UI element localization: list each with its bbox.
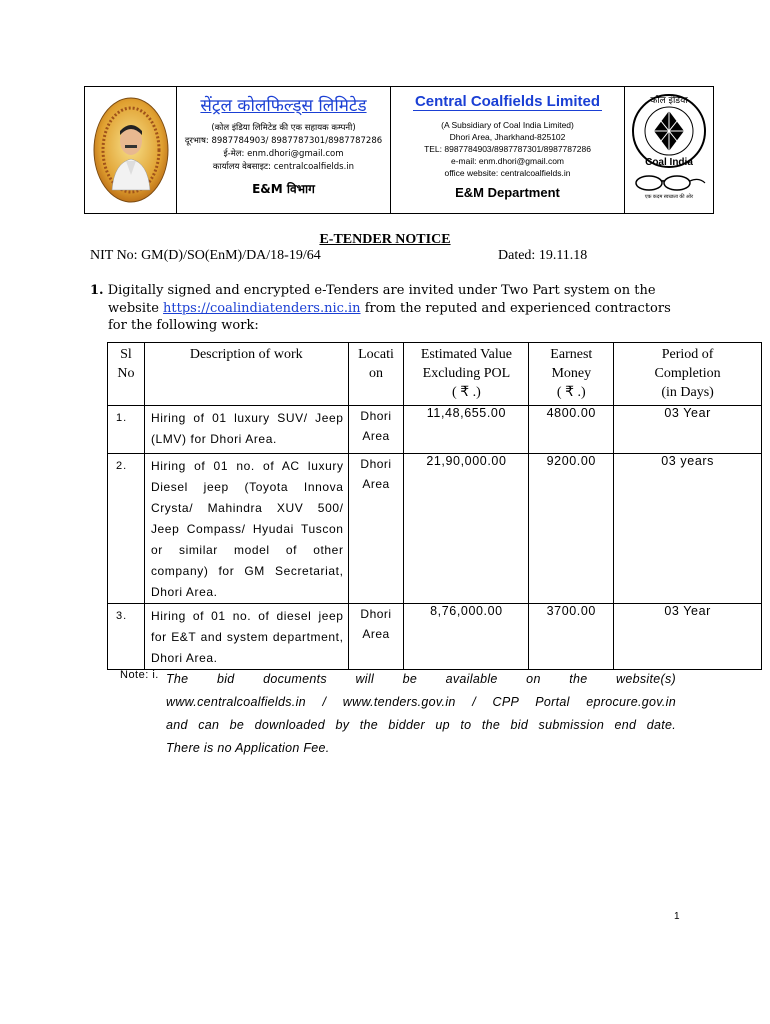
row-description: Hiring of 01 no. of diesel jeep for E&T and system department, Dhori Area. [144, 604, 348, 670]
hindi-subtitle: (कोल इंडिया लिमिटेड की एक सहायक कम्पनी) [211, 123, 356, 133]
founder-portrait [85, 87, 177, 213]
english-company-name: Central Coalfields Limited [414, 93, 601, 110]
row-completion-period: 03 Year [614, 406, 762, 454]
coal-india-logo [628, 89, 710, 173]
row-estimated-value: 11,48,655.00 [404, 406, 529, 454]
header-earnest-money: Earnest Money ( ₹ .) [529, 343, 614, 406]
row-earnest-money: 4800.00 [529, 406, 614, 454]
logo-text-english: Coal India [645, 157, 693, 168]
notice-title: E-TENDER NOTICE [319, 232, 451, 247]
row-location: Dhori Area [348, 406, 404, 454]
notice-date: Dated: 19.11.18 [498, 248, 588, 263]
header-completion-period: Period of Completion (in Days) [614, 343, 762, 406]
row-sl: 3. [108, 604, 145, 670]
row-earnest-money: 9200.00 [529, 454, 614, 604]
coal-india-logo-panel [625, 87, 713, 213]
paragraph-line-1: Digitally signed and encrypted e-Tenders are invited under Two Part system on the [107, 283, 656, 298]
header-sl-no: Sl No [108, 343, 145, 406]
logo-text-hindi: कोल इंडिया [650, 96, 688, 106]
note-line-2: www.centralcoalfields.in / www.tenders.gov.in / CPP Portal eprocure.gov.in [166, 695, 676, 709]
works-table [107, 342, 762, 670]
table-row [108, 454, 762, 604]
nit-number: NIT No: GM(D)/SO(EnM)/DA/18-19/64 [90, 248, 321, 263]
english-department: E&M Department [455, 185, 560, 200]
english-phone: TEL: 8987784903/8987787301/8987787286 [424, 144, 591, 154]
row-location: Dhori Area [348, 604, 404, 670]
table-row [108, 406, 762, 454]
row-sl: 1. [108, 406, 145, 454]
letterhead [84, 86, 714, 214]
tender-portal-link[interactable]: https://coalindiatenders.nic.in [163, 300, 361, 316]
portrait-image [92, 95, 170, 205]
english-subtitle: (A Subsidiary of Coal India Limited) [441, 120, 574, 130]
header-description: Description of work [144, 343, 348, 406]
row-completion-period: 03 years [614, 454, 762, 604]
paragraph-line-2-end: from the reputed and experienced contractors [360, 300, 671, 316]
english-website: office website: centralcoalfields.in [444, 168, 571, 178]
hindi-company-name: सेंट्रल कोलफिल्ड्स लिमिटेड [200, 96, 367, 116]
row-location: Dhori Area [348, 454, 404, 604]
paragraph-line-2-start: website [108, 300, 164, 316]
row-description: Hiring of 01 luxury SUV/ Jeep (LMV) for Dhori Area. [144, 406, 348, 454]
paragraph-number: 1. [90, 283, 104, 298]
note-label: Note: i. [120, 669, 159, 681]
row-description: Hiring of 01 no. of AC luxury Diesel jeep (Toyota Innova Crysta/ Mahindra XUV 500/ Jeep Compass/ Hyudai Tuscon or similar model of other company) for GM Secretariat, Dhori Area. [144, 454, 348, 604]
table-header-row [108, 343, 762, 406]
paragraph-line-3: for the following work: [108, 318, 259, 333]
note-line-1: The bid documents will be available on the website(s) [166, 672, 676, 686]
hindi-website: कार्यालय वेबसाइट: centralcoalfields.in [212, 162, 355, 172]
letterhead-english [391, 87, 625, 213]
table-row [108, 604, 762, 670]
hindi-department: E&M विभाग [252, 182, 315, 196]
header-estimated-value: Estimated Value Excluding POL ( ₹ .) [404, 343, 529, 406]
header-location: Locati on [348, 343, 404, 406]
row-estimated-value: 21,90,000.00 [404, 454, 529, 604]
english-email: e-mail: enm.dhori@gmail.com [450, 156, 565, 166]
swachh-bharat-spectacles-icon [629, 173, 709, 193]
row-estimated-value: 8,76,000.00 [404, 604, 529, 670]
note-line-3: and can be downloaded by the bidder up to the bid submission end date. [166, 718, 676, 732]
tender-invitation-paragraph [90, 282, 710, 335]
paragraph-line-2 [90, 300, 710, 318]
swachh-bharat-tagline: एक कदम स्वच्छता की ओर [644, 194, 694, 200]
english-address: Dhori Area, Jharkhand-825102 [449, 132, 566, 142]
note-body [166, 668, 676, 760]
hindi-email: ई-मेल: enm.dhori@gmail.com [223, 149, 344, 159]
row-completion-period: 03 Year [614, 604, 762, 670]
row-earnest-money: 3700.00 [529, 604, 614, 670]
letterhead-hindi [177, 87, 391, 213]
hindi-phone: दूरभाष: 8987784903/ 8987787301/8987787286 [184, 136, 383, 146]
row-sl: 2. [108, 454, 145, 604]
note-line-4: There is no Application Fee. [166, 741, 330, 755]
page-number: 1 [674, 911, 680, 922]
